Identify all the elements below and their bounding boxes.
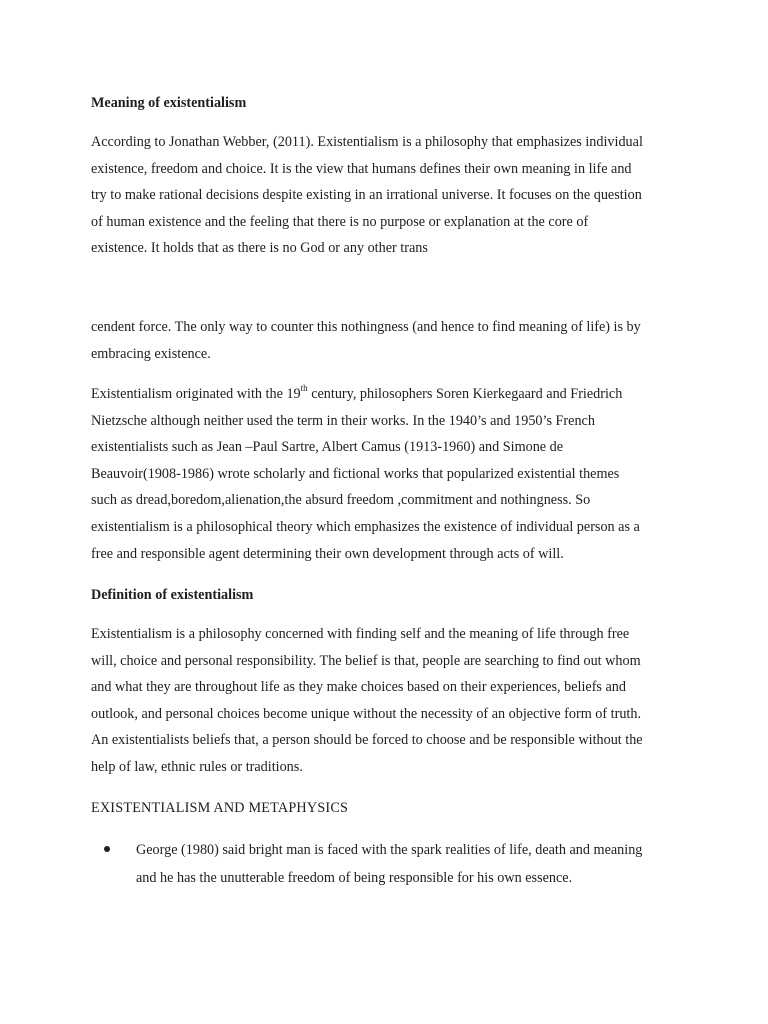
text-line: existentialists such as Jean –Paul Sartre, Albert Camus (1913-1960) and Simone de	[91, 439, 564, 456]
text-line: Nietzsche although neither used the term in their works. In the 1940’s and 1950’s French	[91, 412, 595, 429]
definition-heading: Definition of existentialism	[91, 587, 254, 603]
bullet-text	[136, 836, 696, 892]
text-line: of human existence and the feeling that there is no purpose or explanation at the core of	[91, 213, 589, 230]
text-line: existentialism is a philosophical theory which emphasizes the existence of individual person as a	[91, 518, 640, 535]
text-line: help of law, ethnic rules or traditions.	[91, 758, 303, 775]
paragraph-origins	[91, 381, 687, 567]
text-line	[91, 381, 687, 408]
text-line: existence, freedom and choice. It is the view that humans defines their own meaning in life and	[91, 160, 632, 177]
text-line: free and responsible agent determining their own development through acts of will.	[91, 545, 564, 562]
text-line: According to Jonathan Webber, (2011). Existentialism is a philosophy that emphasizes individual	[91, 134, 643, 150]
text-line: such as dread,boredom,alienation,the absurd freedom ,commitment and nothingness. So	[91, 492, 591, 509]
text-line: Existentialism is a philosophy concerned with finding self and the meaning of life through free	[91, 626, 630, 642]
paragraph-webber	[91, 129, 687, 262]
text-line: An existentialists beliefs that, a person should be forced to choose and be responsible without the	[91, 732, 643, 749]
text-fragment: Existentialism originated with the 19	[91, 386, 301, 402]
text-line: embracing existence.	[91, 345, 211, 362]
paragraph-definition	[91, 621, 687, 781]
text-line: George (1980) said bright man is faced with the spark realities of life, death and meaning	[136, 842, 643, 858]
text-line: outlook, and personal choices become unique without the necessity of an objective form of truth.	[91, 705, 642, 722]
metaphysics-heading: EXISTENTIALISM AND METAPHYSICS	[91, 800, 349, 816]
text-line: and what they are throughout life as they make choices based on their experiences, beliefs and	[91, 679, 626, 696]
ordinal-suffix: th	[300, 383, 308, 394]
text-line: will, choice and personal responsibility. The belief is that, people are searching to find out whom	[91, 652, 641, 669]
text-line: and he has the unutterable freedom of being responsible for his own essence.	[136, 870, 573, 886]
text-line: cendent force. The only way to counter this nothingness (and hence to find meaning of life) is by	[91, 319, 641, 335]
paragraph-continuation	[91, 314, 687, 367]
meaning-heading: Meaning of existentialism	[91, 95, 247, 111]
text-line: existence. It holds that as there is no God or any other trans	[91, 240, 428, 257]
text-line: try to make rational decisions despite existing in an irrational universe. It focuses on the question	[91, 187, 642, 204]
text-line: Beauvoir(1908-1986) wrote scholarly and fictional works that popularized existential themes	[91, 465, 620, 482]
text-fragment: century, philosophers Soren Kierkegaard and Friedrich	[307, 386, 623, 402]
bullet-icon	[104, 846, 110, 852]
